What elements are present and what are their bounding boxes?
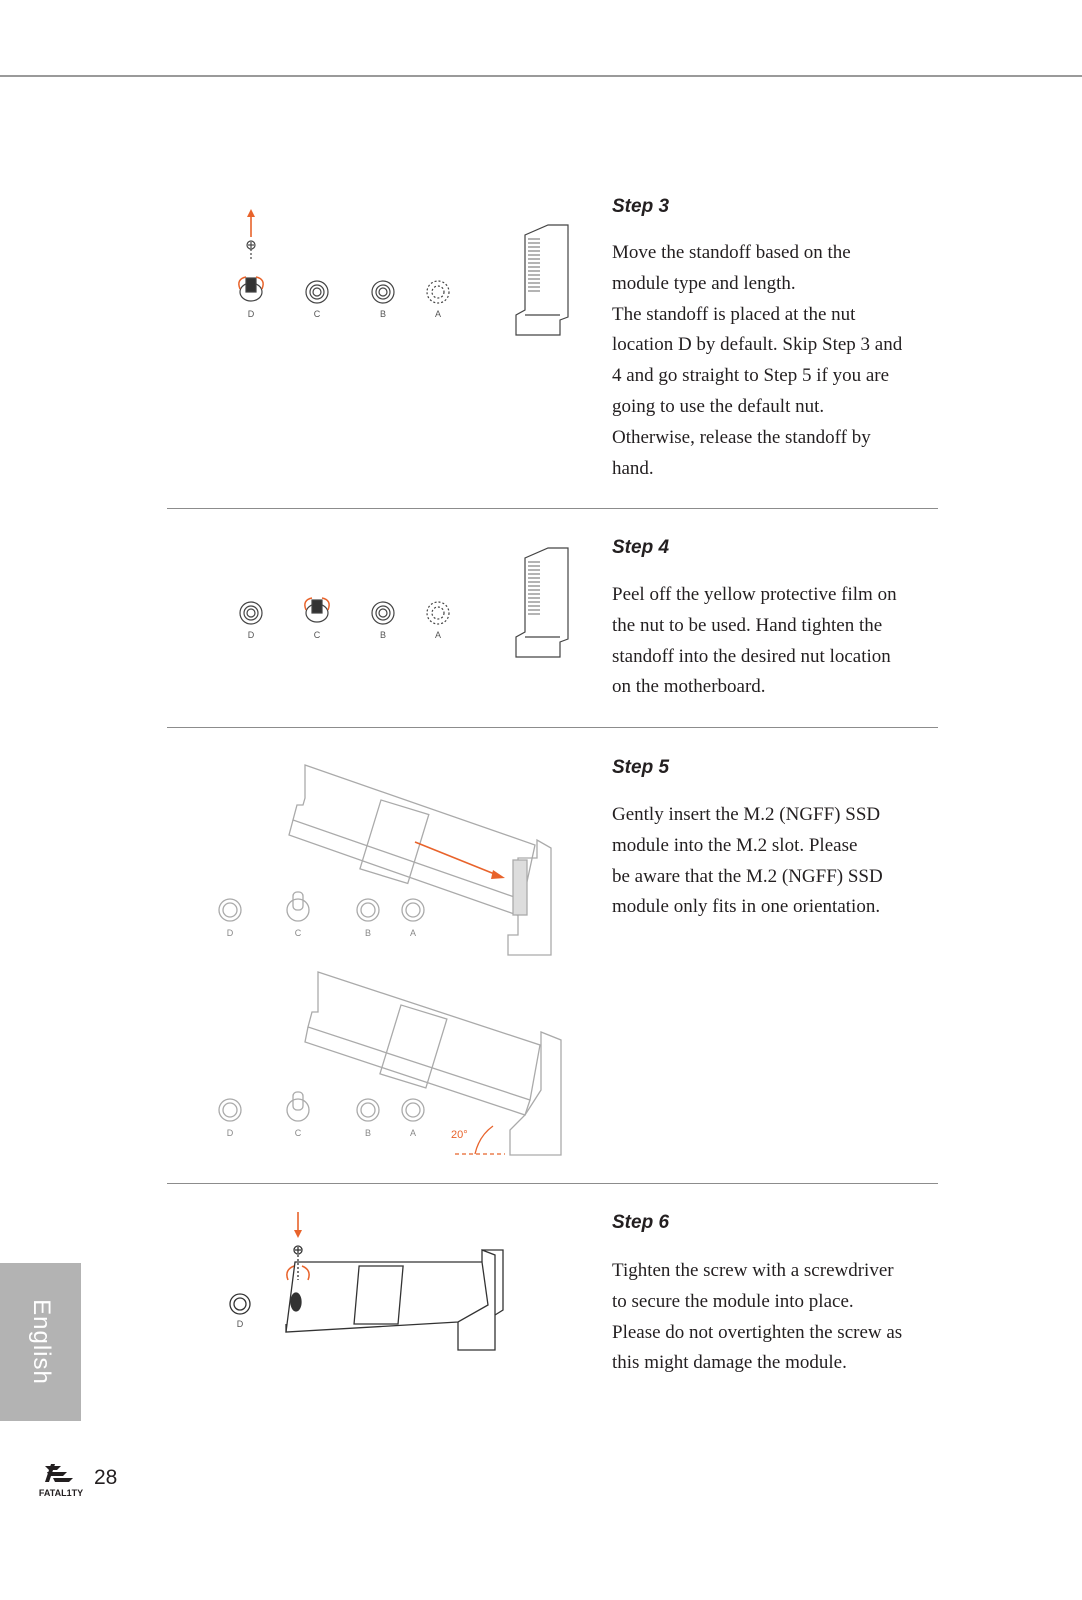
language-tab-label: English: [27, 1299, 55, 1385]
step6-title: Step 6: [612, 1212, 670, 1233]
step4-body: Peel off the yellow protective film on the nut to be used. Hand tighten the standoff into the desired nut location on the motherboard.: [612, 584, 897, 698]
nut-label-a: A: [409, 928, 417, 938]
step4-illustration: [220, 540, 580, 670]
nut-label-c: C: [313, 309, 321, 319]
section-divider: [167, 727, 938, 728]
step6-illustration: [220, 1210, 520, 1360]
nut-label-c: C: [313, 630, 321, 640]
nut-label-c: C: [294, 1128, 302, 1138]
step5-body: Gently insert the M.2 (NGFF) SSD module into the M.2 slot. Please be aware that the M.2 (NGFF) SSD module only fits in one orientation.: [612, 804, 883, 918]
page-number: 28: [94, 1466, 118, 1489]
nut-label-c: C: [294, 928, 302, 938]
nut-label-b: B: [379, 309, 387, 319]
header-rule: [0, 75, 1082, 77]
fatal1ty-logo: [33, 1462, 89, 1502]
nut-label-d: D: [247, 309, 255, 319]
step3-title: Step 3: [612, 196, 670, 217]
angle-label: 20°: [451, 1129, 468, 1141]
step6-body: Tighten the screw with a screwdriver to secure the module into place. Please do not overtighten the screw as this might damage the module.: [612, 1260, 903, 1374]
section-divider: [167, 508, 938, 509]
section-divider: [167, 1183, 938, 1184]
nut-label-d: D: [236, 1319, 244, 1329]
nut-label-b: B: [364, 928, 372, 938]
nut-label-a: A: [409, 1128, 417, 1138]
step4-title: Step 4: [612, 537, 670, 558]
language-tab: [0, 1263, 81, 1421]
step3-body: Move the standoff based on the module type and length. The standoff is placed at the nut location D by default. Skip Step 3 and 4 and go straight to Step 5 if you are going to use the default nut. Otherwise, release the standoff by hand.: [612, 242, 903, 479]
nut-label-a: A: [434, 309, 442, 319]
nut-label-d: D: [226, 1128, 234, 1138]
nut-label-b: B: [364, 1128, 372, 1138]
nut-label-a: A: [434, 630, 442, 640]
nut-label-d: D: [247, 630, 255, 640]
step5-title: Step 5: [612, 757, 670, 778]
nut-label-b: B: [379, 630, 387, 640]
nut-label-d: D: [226, 928, 234, 938]
step3-illustration: [220, 205, 580, 345]
logo-text: FATAL1TY: [38, 1488, 84, 1498]
step5-illustration: [205, 760, 575, 1160]
